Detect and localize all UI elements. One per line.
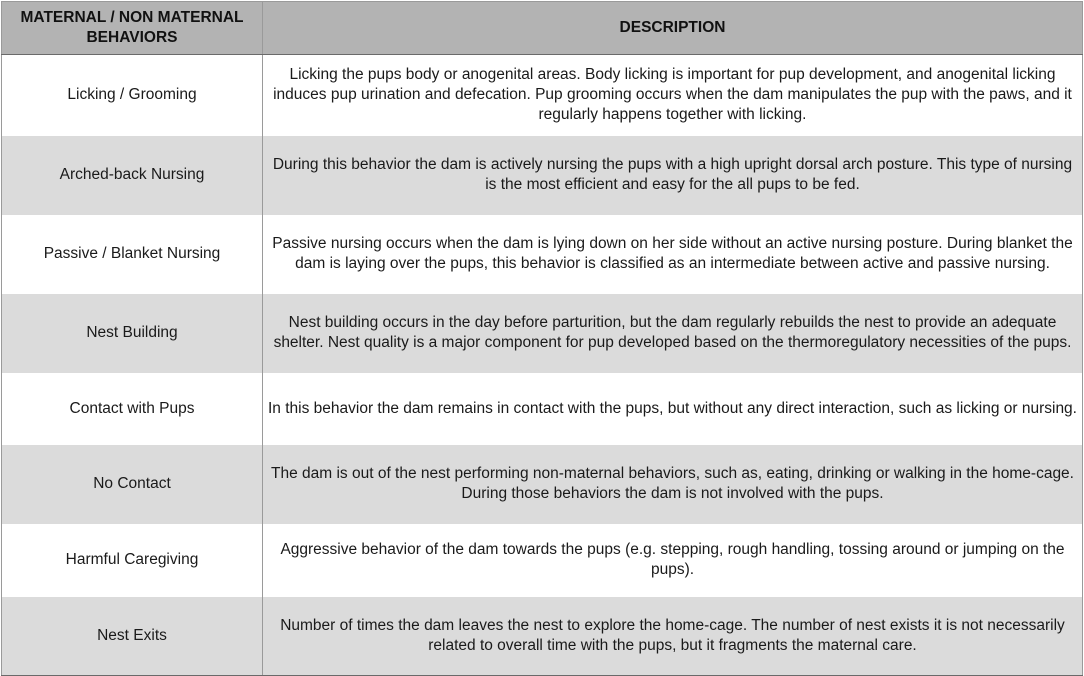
table-row (2, 524, 1083, 597)
behavior-cell: Arched-back Nursing (2, 136, 263, 215)
description-cell: During this behavior the dam is actively nursing the pups with a high upright dorsal arch posture. This type of nursing is the most efficient and easy for the all pups to be fed. (263, 136, 1083, 215)
header-description: DESCRIPTION (263, 2, 1083, 55)
description-cell: Passive nursing occurs when the dam is lying down on her side without an active nursing posture. During blanket the dam is laying over the pups, this behavior is classified as an intermediate between active and passive nursing. (263, 215, 1083, 294)
description-cell: Licking the pups body or anogenital areas. Body licking is important for pup development, and anogenital licking induces pup urination and defecation. Pup grooming occurs when the dam manipulates the pup with the paws, and it regularly happens together with licking. (263, 55, 1083, 136)
table-row (2, 136, 1083, 215)
table-row (2, 373, 1083, 445)
description-cell: In this behavior the dam remains in contact with the pups, but without any direct interaction, such as licking or nursing. (263, 373, 1083, 445)
description-cell: Number of times the dam leaves the nest to explore the home-cage. The number of nest exists it is not necessarily related to overall time with the pups, but it fragments the maternal care. (263, 597, 1083, 676)
table-row (2, 597, 1083, 676)
behavior-cell: Harmful Caregiving (2, 524, 263, 597)
behavior-cell: Passive / Blanket Nursing (2, 215, 263, 294)
table-row (2, 294, 1083, 373)
behavior-cell: Contact with Pups (2, 373, 263, 445)
table-row (2, 55, 1083, 136)
behavior-cell: Nest Building (2, 294, 263, 373)
description-cell: Aggressive behavior of the dam towards the pups (e.g. stepping, rough handling, tossing around or jumping on the pups). (263, 524, 1083, 597)
behaviors-table (1, 1, 1083, 676)
table-row (2, 445, 1083, 524)
description-cell: Nest building occurs in the day before parturition, but the dam regularly rebuilds the nest to provide an adequate shelter. Nest quality is a major component for pup developed based on the thermoregulatory necessities of the pups. (263, 294, 1083, 373)
description-cell: The dam is out of the nest performing non-maternal behaviors, such as, eating, drinking or walking in the home-cage. During those behaviors the dam is not involved with the pups. (263, 445, 1083, 524)
header-behaviors: MATERNAL / NON MATERNAL BEHAVIORS (2, 2, 263, 55)
behavior-cell: Licking / Grooming (2, 55, 263, 136)
behavior-cell: No Contact (2, 445, 263, 524)
header-row (2, 2, 1083, 55)
behavior-cell: Nest Exits (2, 597, 263, 676)
table-row (2, 215, 1083, 294)
